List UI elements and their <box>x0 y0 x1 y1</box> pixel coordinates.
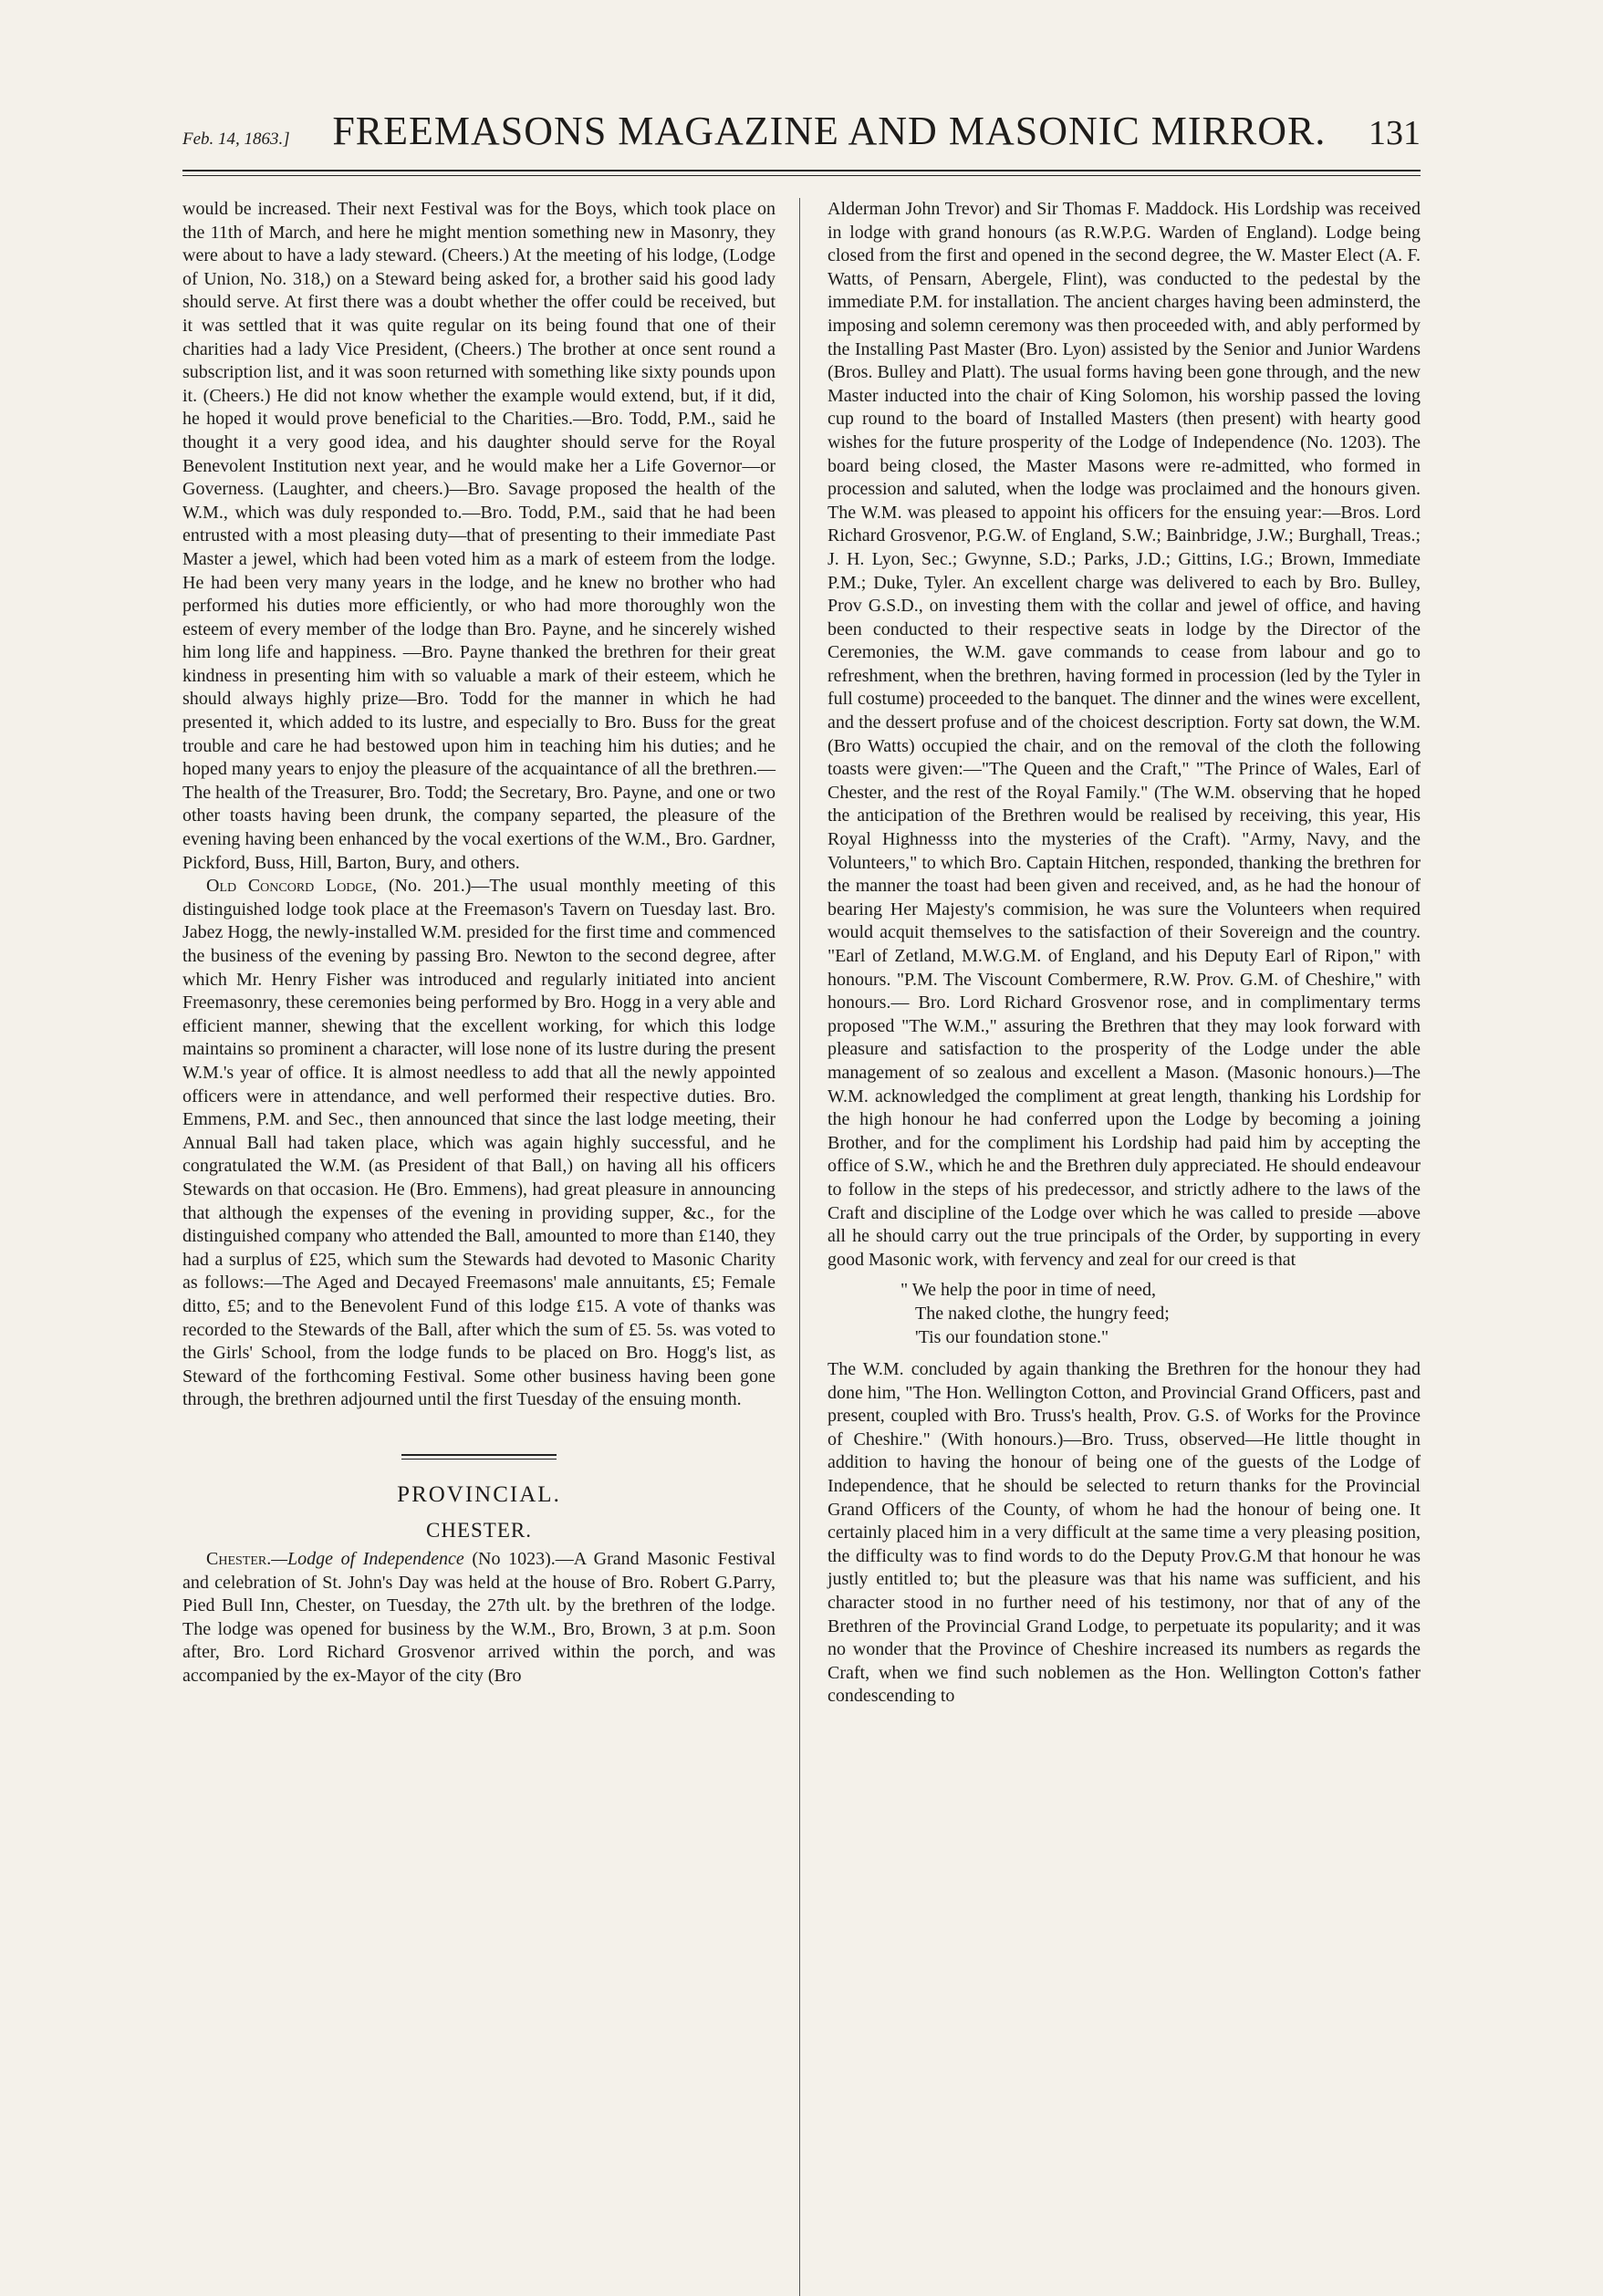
section-divider <box>401 1454 557 1460</box>
sub-title: CHESTER. <box>426 1519 532 1543</box>
header-rule <box>182 170 1421 176</box>
verse-line: 'Tis our foundation stone." <box>915 1326 1109 1347</box>
paragraph <box>182 1548 775 1688</box>
issue-date: Feb. 14, 1863.] <box>182 130 290 149</box>
column-divider <box>799 198 800 2296</box>
left-column <box>182 198 775 1709</box>
lodge-name: Old Concord Lodge, <box>206 876 378 897</box>
paragraph: Alderman John Trevor) and Sir Thomas F. Maddock. His Lordship was received in lodge with grand honours (as R.W.P.G. Warden of England). Lodge being closed from the first and opened in the second degree, the W. Master Elect (A. F. Watts, of Pensarn, Abergele, Flint), was conducted to the pedestal by the immediate P.M. for installation. The ancient charges having been adminsterd, the imposing and solemn ceremony was then proceeded with, and ably performed by the Installing Past Master (Bro. Lyon) assisted by the Senior and Junior Wardens (Bros. Bulley and Platt). The usual forms having been gone through, and the new Master inducted into the chair of King Solomon, his worship passed the loving cup round to the board of Installed Masters (then present) with hearty good wishes for the future prosperity of the Lodge of Independence (No. 1203). The board being closed, the Master Masons were re-admitted, who formed in procession and saluted, when the lodge was proclaimed and the honours given. The W.M. was pleased to appoint his officers for the ensuing year:—Bros. Lord Richard Grosvenor, P.G.W. of England, S.W.; Bainbridge, J.W.; Burghall, Treas.; J. H. Lyon, Sec.; Gwynne, S.D.; Parks, J.D.; Gittins, I.G.; Brown, Immediate P.M.; Duke, Tyler. An excellent charge was delivered to each by Bro. Bulley, Prov G.S.D., on investing them with the collar and jewel of office, and having been conducted to their respective seats in lodge by the Director of the Ceremonies, the W.M. gave commands to cease from labour and go to refreshment, when the brethren, having formed in procession (led by the Tyler in full costume) proceeded to the banquet. The dinner and the wines were excellent, and the dessert profuse and of the choicest description. Forty sat down, the W.M. (Bro Watts) occupied the chair, and on the removal of the cloth the following toasts were given:—"The Queen and the Craft," "The Prince of Wales, Earl of Chester, and the rest of the Royal Family." (The W.M. observing that he hoped the anticipation of the Brethren would be realised by receiving, this year, His Royal Highnesss into the mysteries of the Craft). "Army, Navy, and the Volunteers," to which Bro. Captain Hitchen, responded, thanking the brethren for the manner the toast had been given and received, and, as he had the honour of bearing Her Majesty's commision, he was sure the Volunteers when required would acquit themselves to the satisfaction of their Sovereign and the country. "Earl of Zetland, M.W.G.M. of England, and his Deputy Earl of Ripon," with honours. "P.M. The Viscount Combermere, R.W. Prov. G.M. of Cheshire," with honours.— Bro. Lord Richard Grosvenor rose, and in complimentary terms proposed "The W.M.," assuring the Brethren that they may look forward with pleasure and satisfaction to the prosperity of the Lodge under the able management of so zealous and excellent a Mason. (Masonic honours.)—The W.M. acknowledged the compliment at great length, thanking his Lordship for the high honour he had conferred upon the Lodge by becoming a joining Brother, and for the compliment his Lordship had paid him by accepting the office of S.W., which he and the Brethren duly appreciated. He should endeavour to follow in the steps of his predecessor, and strictly adhere to the laws of the Craft and discipline of the Lodge over which he was called to preside —above all he should carry out the true principals of the Order, by supporting in every good Masonic work, with fervency and zeal for our creed is that <box>828 199 1421 1270</box>
publication-title: FREEMASONS MAGAZINE AND MASONIC MIRROR. <box>332 109 1327 153</box>
paragraph <box>182 875 775 1412</box>
verse <box>900 1279 1421 1349</box>
place-name: Chester. <box>206 1549 272 1570</box>
verse-line: " We help the poor in time of need, <box>900 1280 1156 1301</box>
section-title: PROVINCIAL. <box>397 1481 561 1507</box>
paragraph-text: (No. 201.)—The usual monthly meeting of this distinguished lodge took place at the Freemason's Tavern on Tuesday last. Bro. Jabez Hogg, the newly-installed W.M. presided for the first time and commenced the business of the evening by passing Bro. Newton to the second degree, after which Mr. Henry Fisher was introduced and regularly initiated into ancient Freemasonry, these ceremonies being performed by Bro. Hogg in a very able and efficient manner, shewing that the excellent working, for which this lodge maintains so prominent a character, will lose none of its lustre during the present W.M.'s year of office. It is almost needless to add that all the newly appointed officers were in attendance, and well performed their respective duties. Bro. Emmens, P.M. and Sec., then announced that since the last lodge meeting, their Annual Ball had taken place, which was again highly successful, and he congratulated the W.M. (as President of that Ball,) on having all his officers Stewards on that occasion. He (Bro. Emmens), had great pleasure in announcing that although the expenses of the evening in providing supper, &c., for the distinguished company who attended the Ball, amounted to more than £140, they had a surplus of £25, which sum the Stewards had devoted to Masonic Charity as follows:—The Aged and Decayed Freemasons' male annuitants, £5; Female ditto, £5; and to the Benevolent Fund of this lodge £15. A vote of thanks was recorded to the Stewards of the Ball, after which the sum of £5. 5s. was voted to the Girls' School, from the lodge funds to be placed on Bro. Hogg's list, as Steward of the forthcoming Festival. Some other business having been gone through, the brethren adjourned until the first Tuesday of the ensuing month. <box>182 876 775 1410</box>
right-column <box>828 198 1421 1709</box>
lodge-name: —Lodge of Independence <box>271 1549 464 1570</box>
page-header <box>182 108 1421 164</box>
verse-line: The naked clothe, the hungry feed; <box>915 1303 1170 1324</box>
paragraph-text: (No 1023).—A Grand Masonic Festival and celebration of St. John's Day was held at the house of Bro. Robert G.Parry, Pied Bull Inn, Chester, on Tuesday, the 27th ult. by the brethren of the lodge. The lodge was opened for business by the W.M., Bro, Brown, 3 at p.m. Soon after, Bro. Lord Richard Grosvenor arrived within the porch, and was accompanied by the ex-Mayor of the city (Bro <box>182 1549 776 1687</box>
page-number: 131 <box>1368 114 1421 152</box>
paragraph: would be increased. Their next Festival was for the Boys, which took place on the 11th of March, and here he might mention something new in Masonry, they were about to have a lady steward. (Cheers.) At the meeting of his lodge, (Lodge of Union, No. 318,) on a Steward being asked for, a brother said his good lady should serve. At first there was a doubt whether the offer could be received, but it was settled that it was quite regular on its being found that one of their charities had a lady Vice President, (Cheers.) The brother at once sent round a subscription list, and it was soon returned with something like sixty pounds upon it. (Cheers.) He did not know whether the example would extend, but, if it did, he hoped it would prove beneficial to the Charities.—Bro. Todd, P.M., said he thought it a very good idea, and his daughter should serve for the Royal Benevolent Institution next year, and he would make her a Life Governor—or Governess. (Laughter, and cheers.)—Bro. Savage proposed the health of the W.M., which was duly responded to.—Bro. Todd, P.M., said that he had been entrusted with a most pleasing duty—that of presenting to their immediate Past Master a jewel, which had been voted him as a mark of esteem from the lodge. He had been very many years in the lodge, and he knew no brother who had performed his duties more efficiently, or who had more thoroughly won the esteem of every member of the lodge than Bro. Payne, and he sincerely wished him long life and happiness. —Bro. Payne thanked the brethren for their great kindness in presenting him with so valuable a mark of their esteem, which he should always highly prize—Bro. Todd for the manner in which he had presented it, which added to its lustre, and especially to Bro. Buss for the great trouble and care he had bestowed upon him in teaching him his duties; and he hoped many years to enjoy the pleasure of the acquaintance of all the brethren.—The health of the Treasurer, Bro. Todd; the Secretary, Bro. Payne, and one or two other toasts having been drunk, the company separted, the pleasure of the evening having been enhanced by the vocal exertions of the W.M., Bro. Gardner, Pickford, Buss, Hill, Barton, Bury, and others. <box>182 199 775 873</box>
article-columns <box>182 198 1421 1709</box>
paragraph: The W.M. concluded by again thanking the Brethren for the honour they had done him, "The Hon. Wellington Cotton, and Provincial Grand Officers, past and present, coupled with Bro. Truss's health, Prov. G.S. of Works for the Province of Cheshire." (With honours.)—Bro. Truss, observed—He little thought in addition to having the honour of being one of the guests of the Lodge of Independence, that he should be selected to return thanks for the Provincial Grand Officers of the County, of whom he had the honour of being one. It certainly placed him in a very difficult at the same time a very pleasing position, the difficulty was to find words to do the Deputy Prov.G.M that honour he was justly entitled to; but the pleasure was that his name was sufficient, and his character stood in no further need of his testimony, nor that of any of the Brethren of the Provincial Grand Lodge, to perpetuate its popularity; and it was no wonder that the Province of Cheshire increased its numbers as regards the Craft, when we find such noblemen as the Hon. Wellington Cotton's father condescending to <box>828 1359 1421 1707</box>
